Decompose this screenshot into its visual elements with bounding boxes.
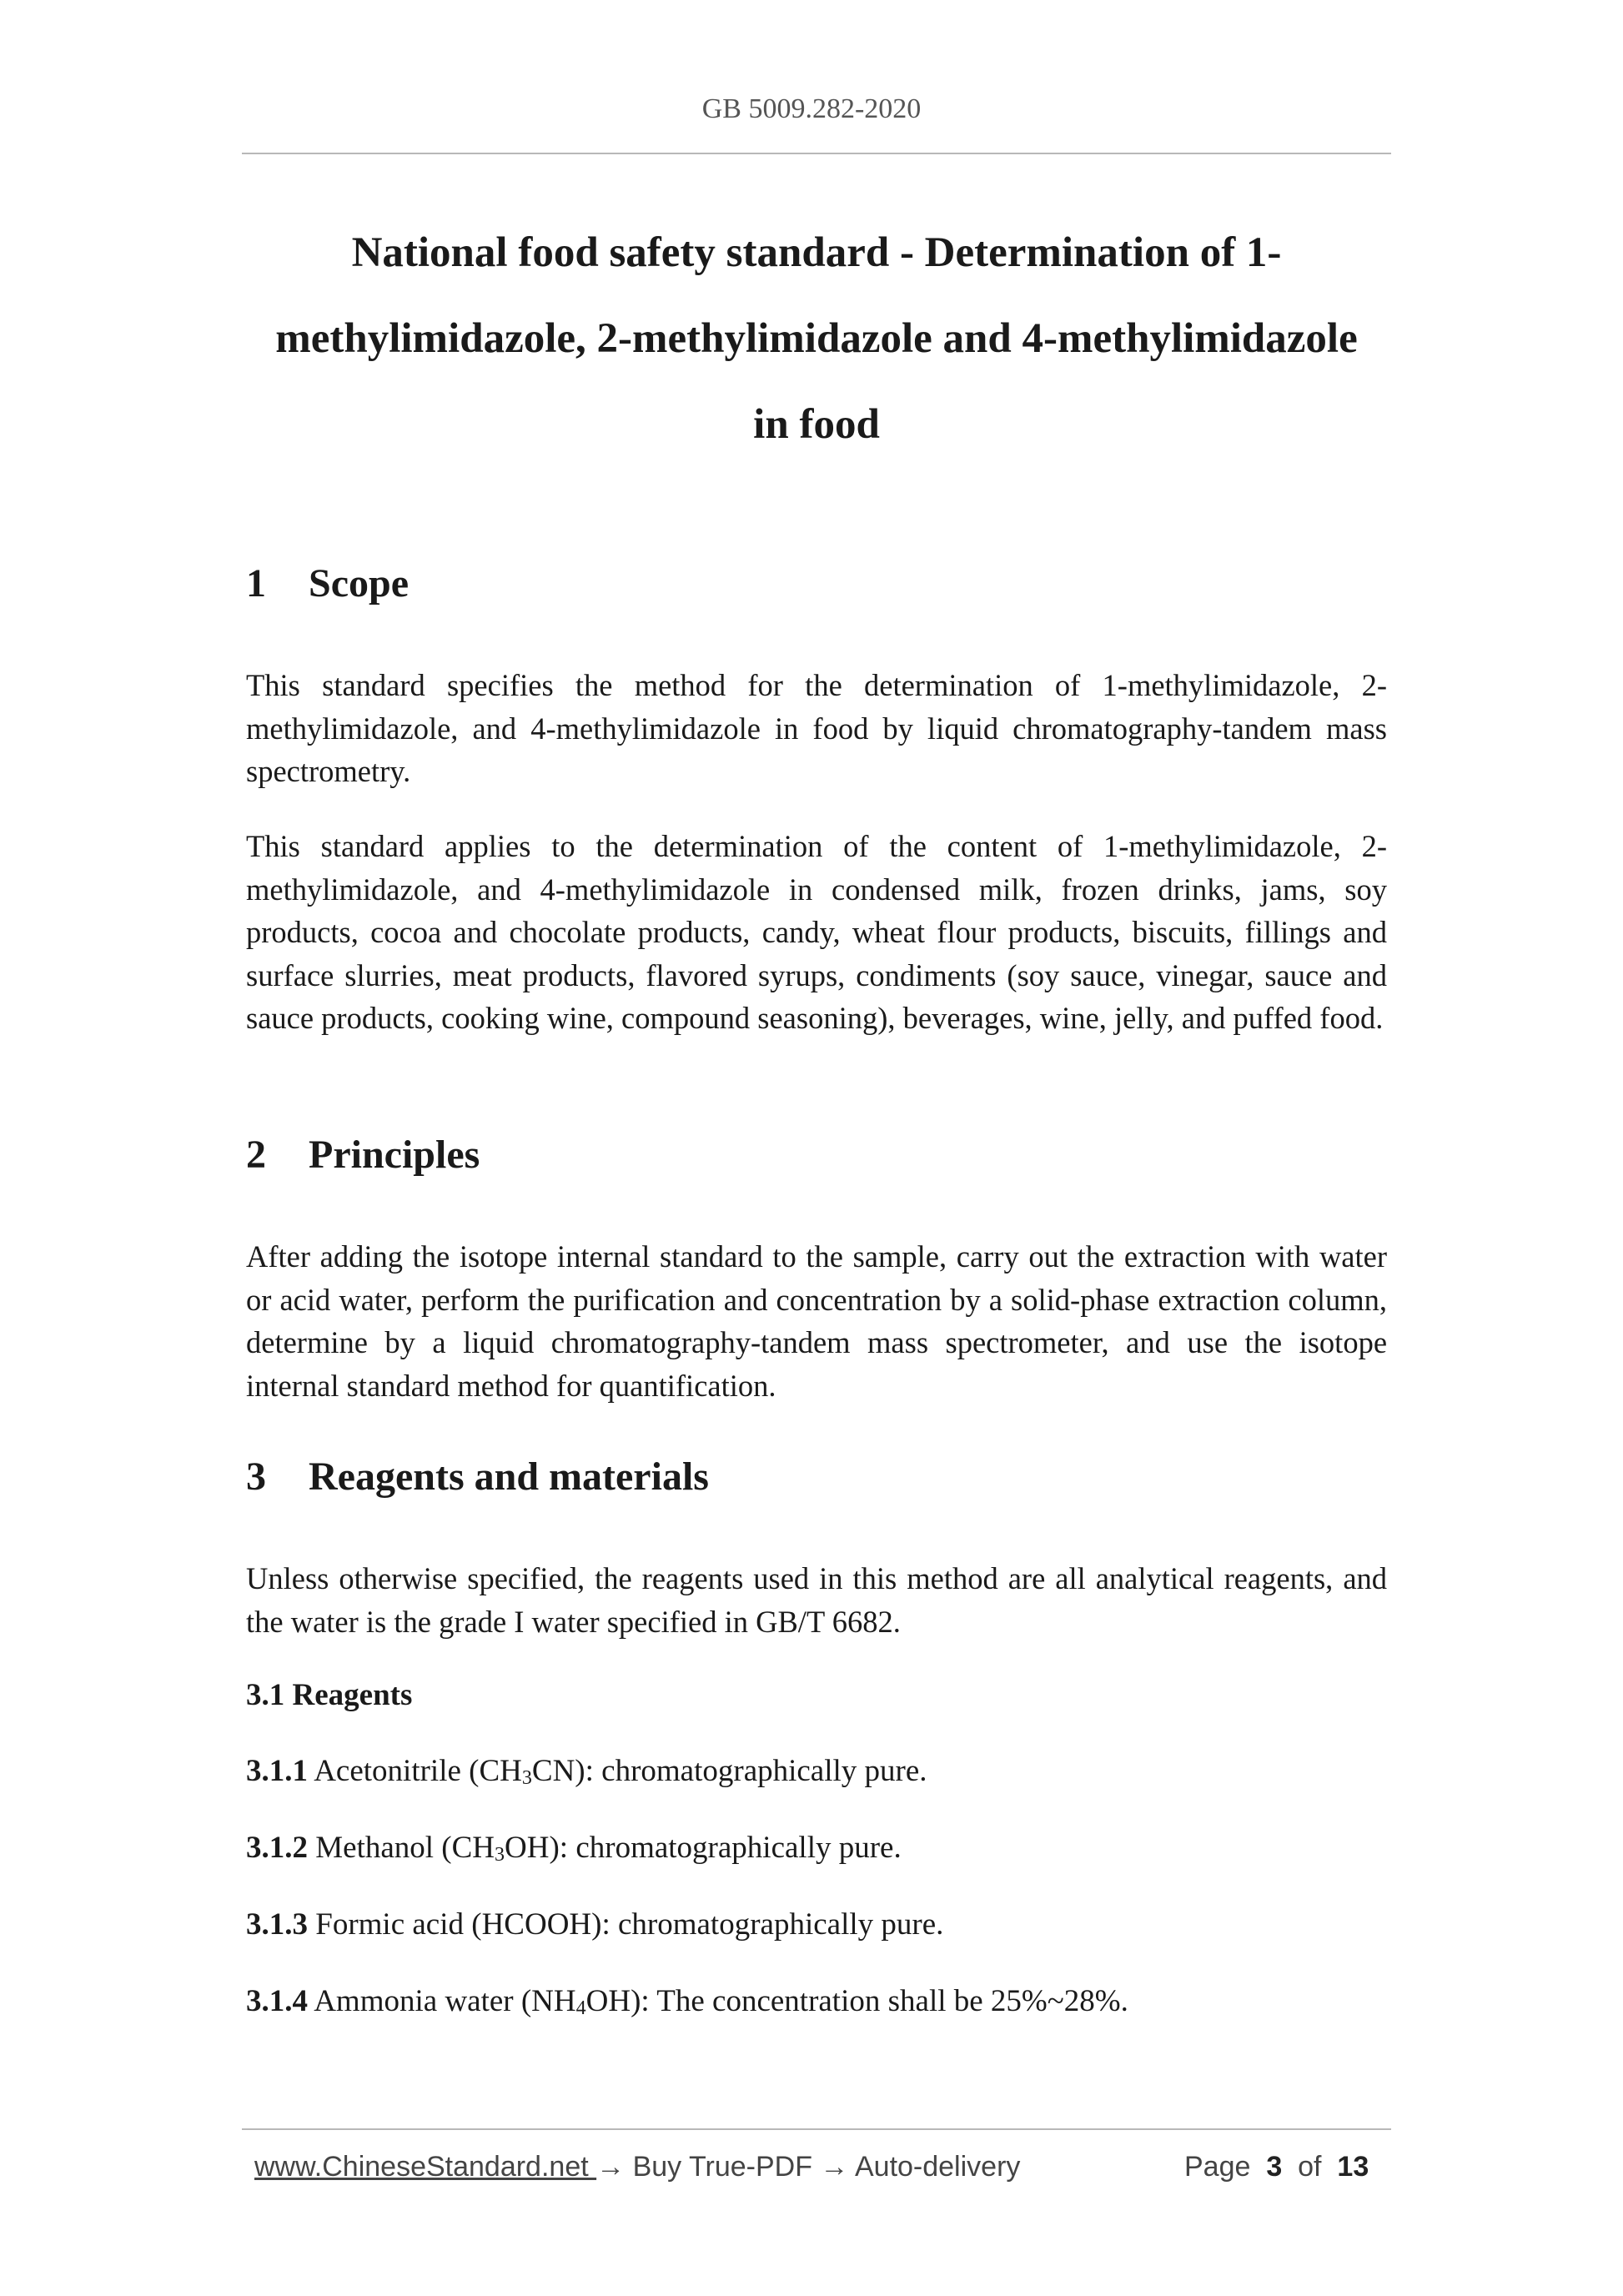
title-line-1: National food safety standard - Determination of 1- bbox=[351, 229, 1282, 276]
item-number: 3.1.4 bbox=[246, 1984, 308, 2018]
text-line: sauce and sauce products, cooking wine, compound seasoning), beverages, wine, jelly, bbox=[246, 957, 1387, 1035]
item-text: Acetonitrile (CH bbox=[308, 1754, 522, 1788]
text-line: Unless otherwise specified, the reagents used in this method are all analytical reagents, bbox=[246, 1561, 1334, 1595]
text-line: This standard specifies the method for the determination of 1-methylimidazole, 2- bbox=[246, 668, 1387, 702]
footer-divider bbox=[242, 2128, 1391, 2130]
section-number: 1 bbox=[246, 561, 266, 605]
text-line: and the water is the grade I water specified in GB/T 6682. bbox=[246, 1561, 1388, 1639]
title-line-3: in food bbox=[753, 401, 880, 448]
scope-paragraph-2 bbox=[246, 825, 1387, 1040]
item-text: CN): chromatographically pure. bbox=[531, 1754, 927, 1788]
text-line: water or acid water, perform the purification and concentration by a solid-phase bbox=[246, 1239, 1388, 1317]
text-line: methylimidazole, and 4-methylimidazole in condensed milk, frozen drinks, jams, soy bbox=[246, 872, 1387, 907]
item-text: Methanol (CH bbox=[308, 1831, 495, 1865]
current-page-number: 3 bbox=[1266, 2151, 1283, 2183]
page-indicator bbox=[1184, 2151, 1369, 2183]
subsection-3-1-heading: 3.1 Reagents bbox=[246, 1678, 413, 1712]
item-text: Ammonia water (NH bbox=[308, 1984, 576, 2018]
section-3-heading bbox=[246, 1454, 709, 1500]
reagent-item bbox=[246, 1983, 1128, 2020]
reagent-item bbox=[246, 1830, 902, 1866]
footer-promo bbox=[254, 2151, 1020, 2183]
document-header: GB 5009.282-2020 bbox=[701, 93, 922, 124]
delivery-text: Auto-delivery bbox=[848, 2151, 1021, 2183]
text-line: products, cocoa and chocolate products, candy, wheat flour products, biscuits, fillings bbox=[246, 915, 1332, 949]
section-number: 2 bbox=[246, 1133, 266, 1177]
arrow-icon: → bbox=[596, 2151, 626, 2183]
item-text: OH): The concentration shall be 25%~28%. bbox=[585, 1984, 1128, 2018]
item-text: Formic acid (HCOOH): chromatographically pure. bbox=[308, 1907, 944, 1942]
section-title: Scope bbox=[309, 561, 409, 605]
of-label: of bbox=[1298, 2151, 1322, 2183]
item-number: 3.1.2 bbox=[246, 1831, 308, 1865]
section-2-heading bbox=[246, 1132, 480, 1178]
document-title bbox=[242, 210, 1391, 468]
text-line: mass spectrometry. bbox=[246, 711, 1387, 788]
buy-text: Buy True-PDF bbox=[625, 2151, 821, 2183]
reagent-item bbox=[246, 1907, 943, 1943]
section-title: Principles bbox=[309, 1133, 480, 1177]
total-pages-number: 13 bbox=[1337, 2151, 1369, 2183]
section-number: 3 bbox=[246, 1454, 266, 1499]
section-1-heading bbox=[246, 560, 409, 606]
item-subscript: 3 bbox=[521, 1767, 532, 1789]
website-link[interactable]: www.ChineseStandard.net bbox=[254, 2151, 597, 2183]
page-label: Page bbox=[1184, 2151, 1251, 2183]
reagents-intro-paragraph bbox=[246, 1557, 1387, 1643]
title-line-2: methylimidazole, 2-methylimidazole and 4-methylimidazole bbox=[275, 315, 1358, 362]
header-divider bbox=[242, 153, 1391, 154]
text-line: methylimidazole, and 4-methylimidazole in food by liquid chromatography-tandem bbox=[246, 711, 1312, 746]
scope-paragraph-1 bbox=[246, 664, 1387, 793]
item-number: 3.1.1 bbox=[246, 1754, 308, 1788]
item-subscript: 3 bbox=[495, 1844, 505, 1866]
item-subscript: 4 bbox=[575, 1997, 586, 2019]
section-title: Reagents and materials bbox=[309, 1454, 709, 1499]
text-line: extraction column, determine by a liquid chromatography-tandem mass spectrometer, bbox=[246, 1282, 1387, 1359]
arrow-icon: → bbox=[820, 2151, 849, 2183]
item-number: 3.1.3 bbox=[246, 1907, 308, 1942]
text-line: and surface slurries, meat products, flavored syrups, condiments (soy sauce, vinegar, bbox=[246, 915, 1387, 992]
item-text: OH): chromatographically pure. bbox=[505, 1831, 902, 1865]
text-line: After adding the isotope internal standard to the sample, carry out the extraction with bbox=[246, 1239, 1310, 1274]
text-line: and puffed food. bbox=[1181, 1001, 1384, 1035]
reagent-item bbox=[246, 1753, 927, 1790]
principles-paragraph bbox=[246, 1235, 1387, 1407]
text-line: and use the isotope internal standard method for quantification. bbox=[246, 1325, 1388, 1403]
text-line: This standard applies to the determination of the content of 1-methylimidazole, 2- bbox=[246, 829, 1387, 863]
